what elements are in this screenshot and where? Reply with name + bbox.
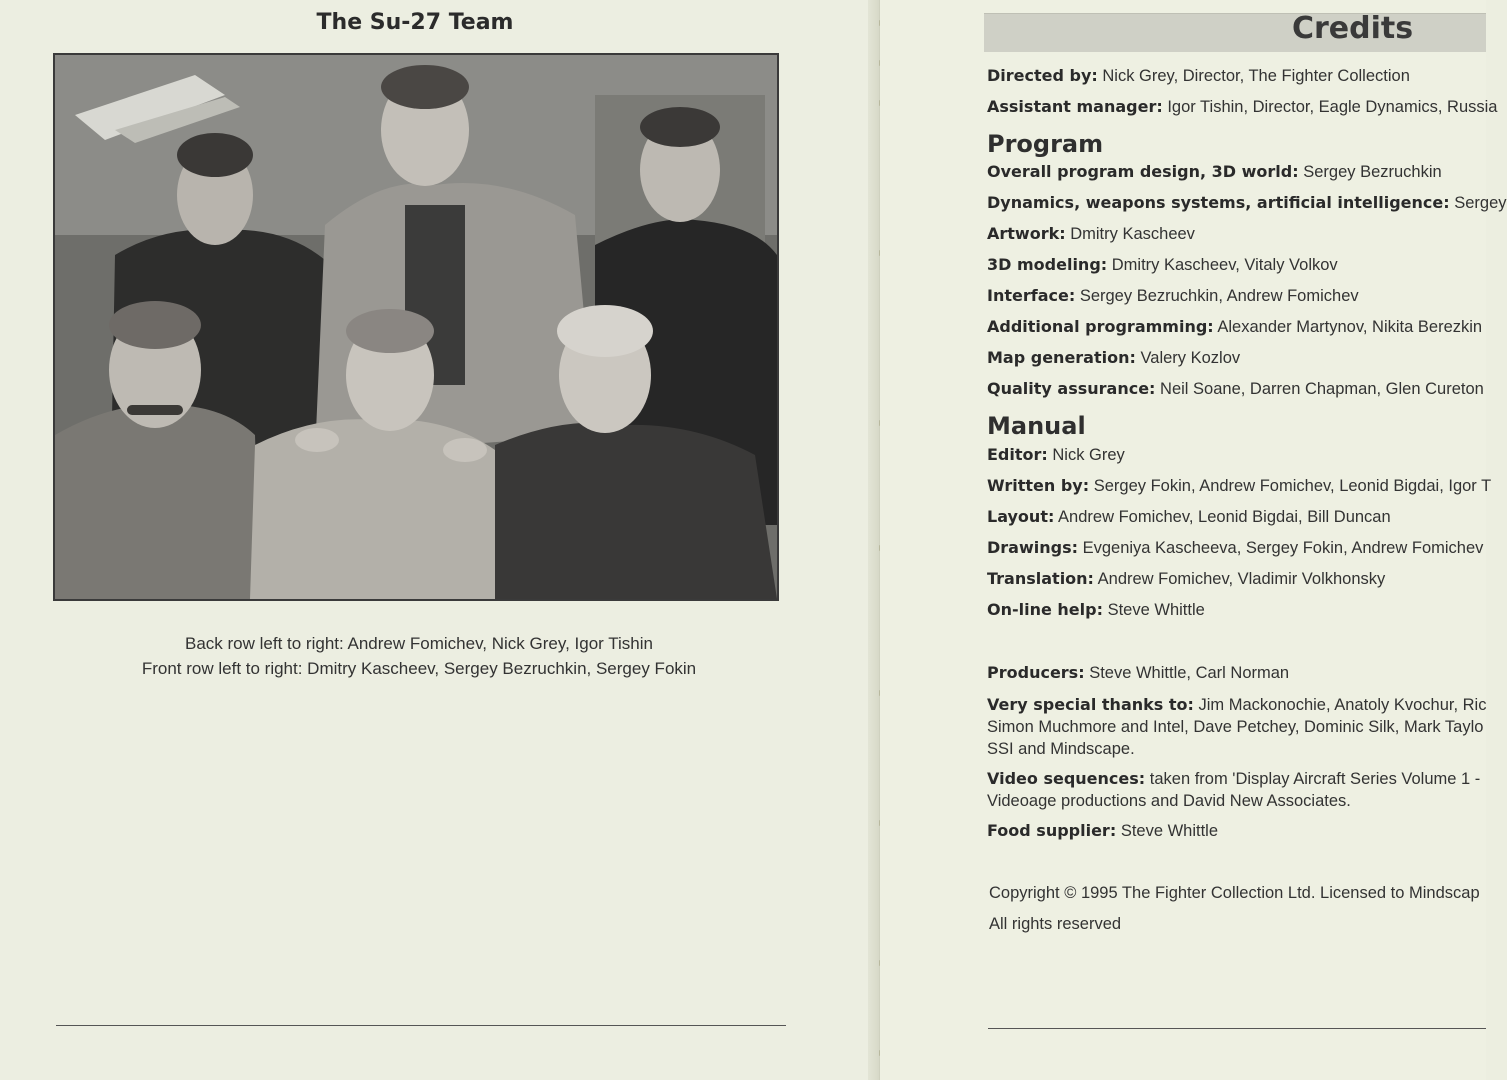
manual-credit: Translation: Andrew Fomichev, Vladimir Volkhonsky [987, 569, 1386, 588]
program-credit: Artwork: Dmitry Kascheev [987, 224, 1195, 243]
rights-notice: All rights reserved [989, 915, 1122, 933]
credit-special-thanks: Very special thanks to: Jim Mackonochie, Anatoly Kvochur, Ric Simon Muchmore and Intel, Dave Petchey, Dominic Silk, Mark Taylo SSI and Mindscape. [987, 695, 1487, 758]
manual-credit: Drawings: Evgeniya Kascheeva, Sergey Fokin, Andrew Fomichev [987, 538, 1484, 557]
manual-credit: Layout: Andrew Fomichev, Leonid Bigdai, Bill Duncan [987, 507, 1391, 526]
credits-title: Credits [1292, 11, 1414, 46]
program-credit: 3D modeling: Dmitry Kascheev, Vitaly Volkov [987, 255, 1338, 274]
manual-credit: Editor: Nick Grey [987, 445, 1125, 464]
credit-food-supplier: Food supplier: Steve Whittle [987, 821, 1219, 840]
footer-rule-right [988, 1028, 1486, 1029]
credit-producers: Producers: Steve Whittle, Carl Norman [987, 663, 1290, 682]
credit-directed: Directed by: Nick Grey, Director, The Fighter Collection [987, 66, 1410, 85]
footer-rule-left [56, 1025, 786, 1026]
team-title: The Su-27 Team [316, 10, 514, 35]
right-page [880, 0, 1507, 1080]
program-credit: Map generation: Valery Kozlov [987, 348, 1241, 367]
manual-credit: Written by: Sergey Fokin, Andrew Fomichev, Leonid Bigdai, Igor T [987, 476, 1492, 495]
program-heading: Program [987, 130, 1104, 158]
caption-front-row: Front row left to right: Dmitry Kascheev, Sergey Bezruchkin, Sergey Fokin [141, 659, 697, 678]
program-credit: Quality assurance: Neil Soane, Darren Chapman, Glen Cureton [987, 379, 1484, 398]
team-photo [53, 53, 779, 601]
caption-back-row: Back row left to right: Andrew Fomichev, Nick Grey, Igor Tishin [185, 634, 653, 653]
program-credit: Additional programming: Alexander Martynov, Nikita Berezkin [987, 317, 1483, 336]
credit-assistant: Assistant manager: Igor Tishin, Director, Eagle Dynamics, Russia [987, 97, 1498, 116]
program-credit: Dynamics, weapons systems, artificial intelligence: Sergey [987, 193, 1507, 212]
program-credit: Interface: Sergey Bezruchkin, Andrew Fomichev [987, 286, 1359, 305]
manual-heading: Manual [987, 412, 1086, 440]
manual-credit: On-line help: Steve Whittle [987, 600, 1205, 619]
copyright-notice: Copyright © 1995 The Fighter Collection Ltd. Licensed to Mindscap [989, 884, 1480, 902]
credit-video-sequences: Video sequences: taken from 'Display Aircraft Series Volume 1 - Videoage productions and David New Associates. [987, 769, 1481, 810]
program-credit: Overall program design, 3D world: Sergey Bezruchkin [987, 162, 1442, 181]
photo-caption [0, 631, 838, 681]
